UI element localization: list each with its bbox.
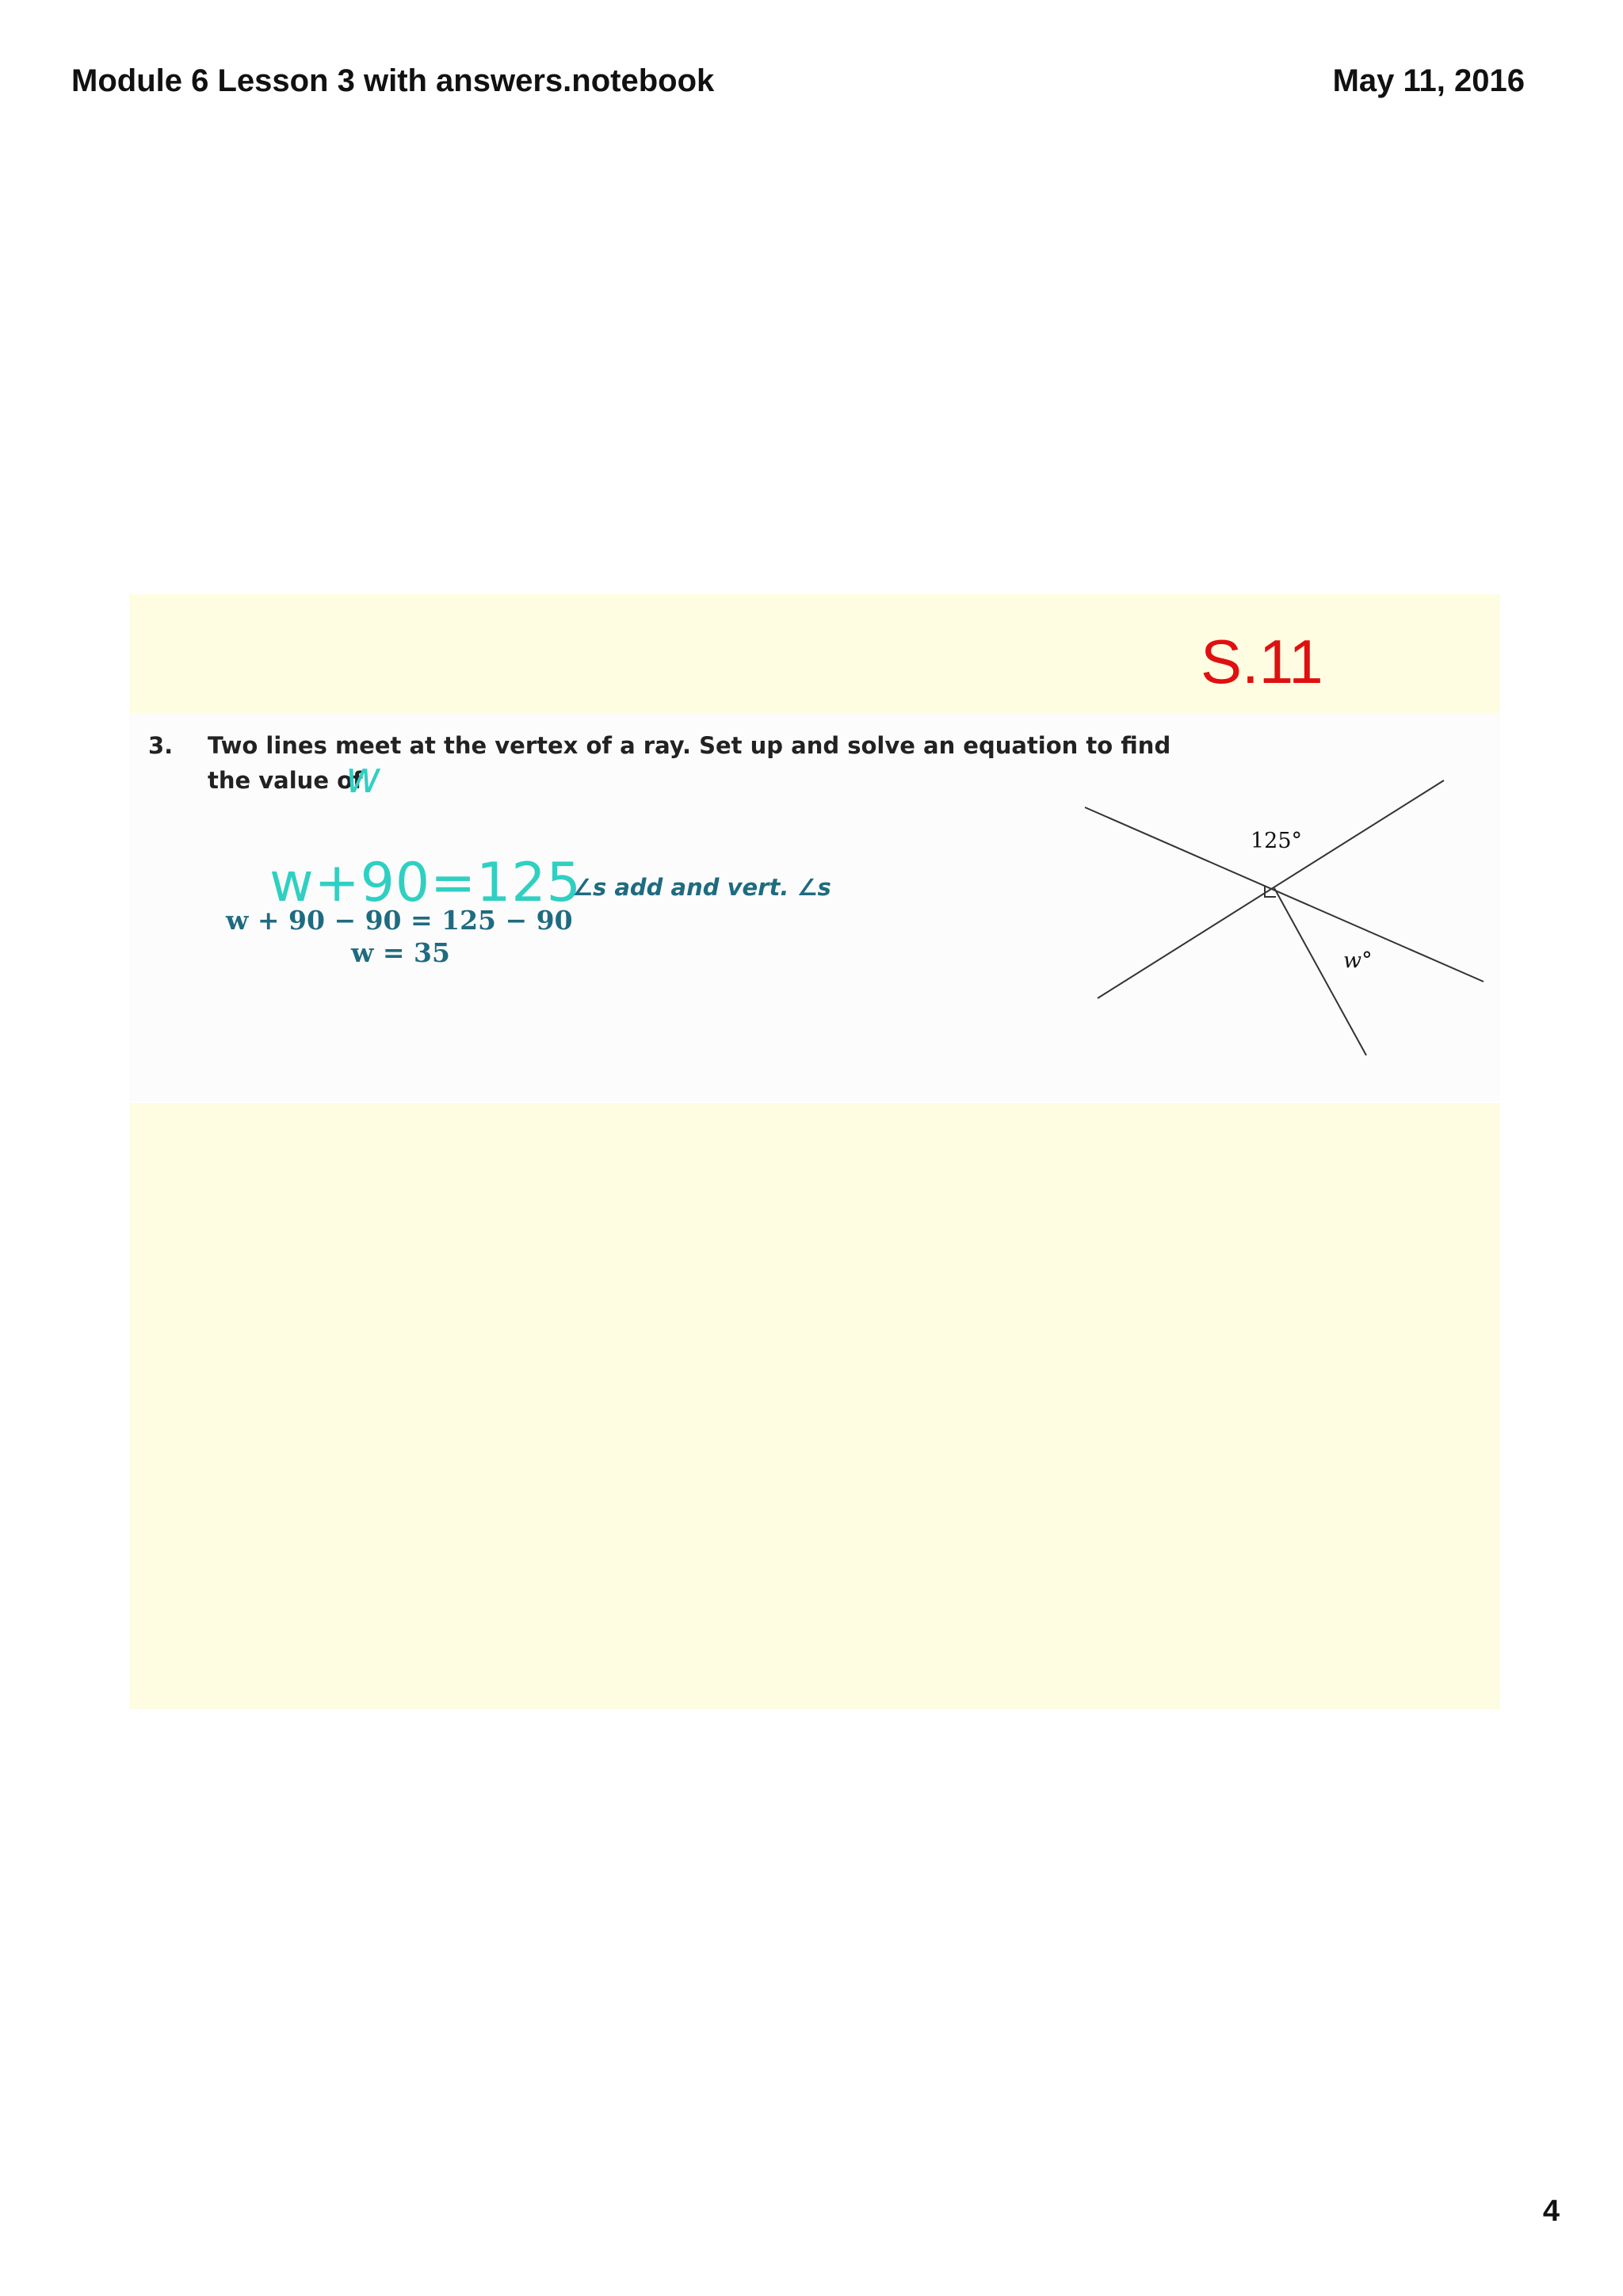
problem-number: 3. [148,732,174,759]
slide-label: S.11 [1201,627,1323,696]
solution-step-2: w = 35 [351,937,450,968]
document-date: May 11, 2016 [1332,63,1525,98]
angle-label-125: 125° [1251,829,1303,853]
angle-label-w: w° [1343,948,1373,973]
document-title: Module 6 Lesson 3 with answers.notebook [71,63,715,98]
handwritten-equation: w+90=125 [269,852,582,914]
problem-text-line-2: the value of [208,767,363,794]
angle-diagram [1078,769,1490,1062]
problem-text-line-1: Two lines meet at the vertex of a ray. Set up and solve an equation to find [208,732,1171,759]
handwritten-variable: w [346,753,381,803]
solution-step-1: w + 90 − 90 = 125 − 90 [226,905,573,936]
page-number: 4 [1542,2195,1560,2228]
solution-reason: ∠s add and vert. ∠s [572,874,831,901]
slide-empty-band [129,1103,1500,1709]
line-b [1098,780,1444,998]
